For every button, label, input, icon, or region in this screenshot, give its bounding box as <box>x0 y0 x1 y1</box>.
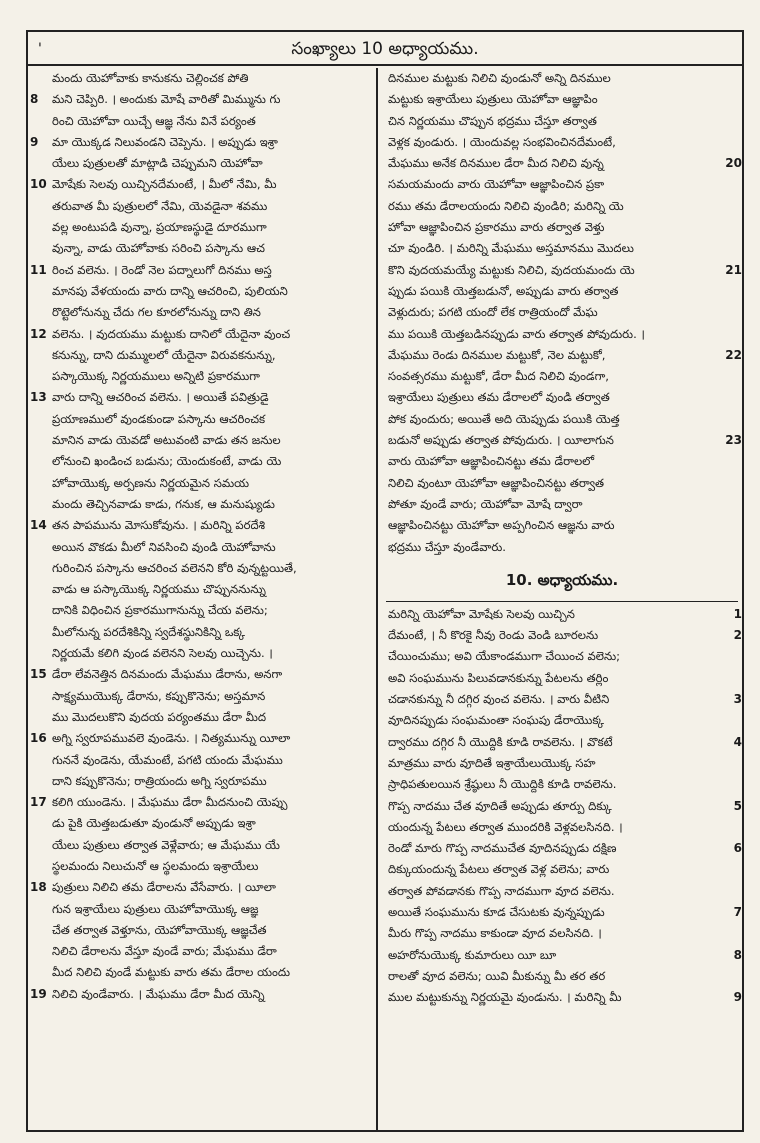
line-text: దాని కప్పుకొనెను; రాత్రియందు అగ్ని స్వరూపము <box>52 773 267 788</box>
line-text: నిలిచి వుండేవారు. । మేఘము డేరా మీద యెన్ని <box>52 986 265 1001</box>
line-text: సంవత్సరము మట్టుకో, డేరా మీద నిలిచి వుండగా, <box>388 369 609 384</box>
text-line <box>28 622 376 643</box>
line-text: దిక్కుయందున్న పేటలు తర్వాత వెళ్ల వలెను; వారు <box>388 862 610 877</box>
text-line <box>28 174 376 195</box>
line-text: అగ్ని స్వరూపమువలె వుండెను. । నిత్యమున్ను యీలా <box>52 731 291 746</box>
text-line <box>380 366 744 387</box>
verse-number: 8 <box>733 947 742 962</box>
line-text: చిన నిర్ణయము చొప్పున భద్రము చేస్తూ తర్వాత <box>388 113 597 128</box>
text-columns <box>28 68 742 1130</box>
line-text: వారు యెహోవా ఆజ్ఞాపించినట్టు తమ డేరాలలో <box>388 454 595 469</box>
left-column <box>28 68 378 1130</box>
text-line <box>28 835 376 856</box>
line-text: రాలతో వూద వలెను; యివి మీకున్ను మీ తర తర <box>388 968 606 983</box>
text-line <box>28 153 376 174</box>
line-text: రించ వలెను. । రెండో నెల పద్నాలుగో దినము అస్త <box>52 262 272 277</box>
line-text: చేయించుము; అవి యేకాండముగా చేయించ వలెను; <box>388 649 621 664</box>
line-text: మేఘము రెండు దినముల మట్టుకో, నెల మట్టుకో, <box>388 347 606 362</box>
line-text: ఆజ్ఞాపించినట్టు యెహోవా అప్పగించిన ఆజ్ఞను వారు <box>388 518 615 533</box>
line-text: మేఘము అనేక దినముల డేరా మీద నిలిచి వున్న <box>388 156 604 171</box>
text-line <box>380 838 744 859</box>
line-text: రెండో మారు గొప్ప నాదముచేత వూదినప్పుడు దక్షిణ <box>388 841 617 856</box>
text-line <box>380 302 744 323</box>
line-text: వున్నా, వాడు యెహోవాకు సరించి పస్కాను ఆచ <box>52 241 265 256</box>
verse-number: 21 <box>725 262 742 277</box>
verse-number: 8 <box>30 92 39 107</box>
text-line <box>28 473 376 494</box>
line-text: నిర్ణయమే కలిగి వుండ వలెనని సెలవు యిచ్చెను. । <box>52 646 273 661</box>
line-text: హోవాయొక్క అర్పణను నిర్ణయమైన సమయ <box>52 475 250 490</box>
verse-number: 20 <box>725 156 742 171</box>
verse-number: 14 <box>30 518 47 533</box>
text-line <box>380 153 744 174</box>
line-text: తర్వాత పోవడానకు గొప్ప నాదముగా వూద వలెను. <box>388 883 615 898</box>
line-text: కలిగి యుండెను. । మేఘము డేరా మీదనుంచి యెప్పు <box>52 795 288 810</box>
line-text: రించి యెహోవా యిచ్చే ఆజ్ఞ నేను వినే పర్యంత <box>52 113 256 128</box>
text-line <box>380 111 744 132</box>
line-text: పోతూ వుండే వారు; యెహోవా మోషే ద్వారా <box>388 496 583 511</box>
text-line <box>28 984 376 1005</box>
line-text: వలెను. । వుదయము మట్టుకు దానిలో యేదైనా వుంచ <box>52 326 291 341</box>
verse-number: 7 <box>733 904 742 919</box>
text-line <box>28 515 376 536</box>
text-line <box>28 899 376 920</box>
text-line <box>28 494 376 515</box>
line-text: దేమంటే, । నీ కొరకై నీవు రెండు వెండి బూరలను <box>388 628 599 643</box>
text-line <box>28 558 376 579</box>
line-text: సాక్ష్యముయొక్క డేరాను, కప్పుకొనెను; అస్తమాన <box>52 688 266 703</box>
text-line <box>28 707 376 728</box>
text-line <box>28 664 376 685</box>
line-text: వెళ్లక వుండురు. । యెందువల్ల సంభవించినదేమంటే, <box>388 134 616 149</box>
verse-number: 17 <box>30 795 47 810</box>
line-text: మా యొక్కడ నిలువండని చెప్పెను. । అప్పుడు ఇశ్రా <box>52 134 278 149</box>
line-text: డు పైకి యెత్తబడుతూ వుండునో అప్పుడు ఇశ్రా <box>52 816 256 831</box>
line-text: పోక వుందురు; అయితే అది యెప్పుడు పయికి యెత్త <box>388 411 620 426</box>
line-text: అయితే సంఘమును కూడ చేసుటకు వున్నప్పుడు <box>388 904 605 919</box>
line-text: ము పయికి యెత్తబడినప్పుడు వారు తర్వాత పోవుదురు. । <box>388 326 645 341</box>
line-text: చడానకున్ను నీ దగ్గిర వుంచ వలెను. । వారు వీటిని <box>388 692 610 707</box>
line-text: మీద నిలిచి వుండే మట్టుకు వారు తమ డేరాల యందు <box>52 965 291 980</box>
line-text: యేలు పుత్రులతో మాట్లాడి చెప్పుమని యెహోవా <box>52 156 263 171</box>
text-line <box>28 68 376 89</box>
right-column <box>380 68 744 1130</box>
text-line <box>28 238 376 259</box>
bible-page <box>26 30 744 1132</box>
line-text: బడునో అప్పుడు తర్వాత పోవుదురు. । యీలాగున <box>388 433 614 448</box>
text-line <box>380 966 744 987</box>
line-text: మీలోనున్న పరదేశికిన్ని స్వదేశస్థునికిన్ని ఒక్క <box>52 624 245 639</box>
text-line <box>380 174 744 195</box>
verse-number: 4 <box>733 734 742 749</box>
text-line <box>28 750 376 771</box>
text-line <box>380 817 744 838</box>
text-line <box>380 260 744 281</box>
verse-number: 15 <box>30 667 47 682</box>
text-line <box>28 430 376 451</box>
line-text: వారు దాన్ని ఆచరించ వలెను. । అయితే పవిత్రుడై <box>52 390 269 405</box>
text-line <box>28 686 376 707</box>
text-line <box>28 877 376 898</box>
line-text: భద్రము చేస్తూ వుండేవారు. <box>388 539 506 554</box>
text-line <box>28 111 376 132</box>
line-text: మని చెప్పిరి. । అందుకు మోషే వారితో మిమ్మును గు <box>52 92 281 107</box>
text-line <box>28 962 376 983</box>
line-text: గొప్ప నాదము చేత వూదితే అప్పుడు తూర్పు దిక్కు <box>388 798 612 813</box>
text-line <box>28 451 376 472</box>
text-line <box>28 537 376 558</box>
verse-number: 5 <box>733 798 742 813</box>
text-line <box>28 281 376 302</box>
line-text: గురించిన పస్కాను ఆచరించ వలెనని కోరి వున్నట్టయితే, <box>52 560 297 575</box>
line-text: వల్ల అంటుపడి వున్నా, ప్రయాణస్థుడై దూరముగా <box>52 220 267 235</box>
text-line <box>380 774 744 795</box>
line-text: రము తమ డేరాలయందు నిలిచి వుండిరి; మరిన్ని యె <box>388 198 624 213</box>
line-text: తన పాపమును మోసుకోవును. । మరిన్ని పరదేశి <box>52 518 266 533</box>
text-line <box>380 345 744 366</box>
verse-number: 3 <box>733 692 742 707</box>
text-line <box>28 409 376 430</box>
text-line <box>28 324 376 345</box>
verse-number: 2 <box>733 628 742 643</box>
line-text: మానపు వేళయందు వారు దాన్ని ఆచరించి, పులియని <box>52 283 288 298</box>
line-text: హోవా ఆజ్ఞాపించిన ప్రకారము వారు తర్వాత వెళ్తు <box>388 220 605 235</box>
text-line <box>380 625 744 646</box>
line-text: తరువాత మీ పుత్రులలో నేమి, యెవడైనా శవము <box>52 198 268 213</box>
line-text: కనున్ను, దాని దుమ్ములలో యేదైనా విరువకనున్ను, <box>52 347 276 362</box>
text-line <box>28 366 376 387</box>
verse-number: 1 <box>733 606 742 621</box>
line-text: లోనుంచి ఖండించ బడును; యెందుకంటే, వాడు యె <box>52 454 282 469</box>
text-line <box>380 689 744 710</box>
line-text: డేరా లేవనెత్తిన దినమందు మేఘము డేరాను, అనగా <box>52 667 283 682</box>
text-line <box>380 451 744 472</box>
text-line <box>28 579 376 600</box>
text-line <box>380 604 744 625</box>
text-line <box>380 515 744 536</box>
line-text: స్రాధిపతులయిన శ్రేష్ఠులు నీ యొద్దికి కూడి రావలెను. <box>388 777 617 792</box>
page-title: సంఖ్యాలు 10 అధ్యాయము. <box>291 39 479 59</box>
line-text: మీరు గొప్ప నాదము కాకుండా వూద వలసినది. । <box>388 926 602 941</box>
verse-number: 10 <box>30 177 47 192</box>
text-line <box>28 132 376 153</box>
line-text: యేలు పుత్రులు తర్వాత వెళ్లేవారు; ఆ మేఘము యే <box>52 837 280 852</box>
text-line <box>380 859 744 880</box>
line-text: అహరోనుయొక్క కుమారులు యీ బూ <box>388 947 557 962</box>
text-line <box>380 430 744 451</box>
text-line <box>380 945 744 966</box>
text-line <box>28 643 376 664</box>
text-line <box>380 409 744 430</box>
line-text: కొని వుదయమయ్యే మట్టుకు నిలిచి, వుదయమందు యె <box>388 262 635 277</box>
line-text: మందు యెహోవాకు కానుకను చెల్లించక పోతి <box>52 71 249 85</box>
line-text: నిలిచి వుంటూ యెహోవా ఆజ్ఞాపించినట్టు తర్వాత <box>388 475 605 490</box>
verse-number: 16 <box>30 731 47 746</box>
text-line <box>380 987 744 1008</box>
verse-number: 11 <box>30 262 47 277</box>
text-line <box>380 473 744 494</box>
line-text: ముల మట్టుకున్ను నిర్ణయమై వుండును. । మరిన్ని మీ <box>388 990 622 1005</box>
text-line <box>380 902 744 923</box>
text-line <box>28 813 376 834</box>
line-text: మరిన్ని యెహోవా మోషేకు సెలవు యిచ్చిన <box>388 606 575 621</box>
text-line <box>28 387 376 408</box>
line-text: మట్టుకు ఇశ్రాయేలు పుత్రులు యెహోవా ఆజ్ఞాపిం <box>388 92 598 107</box>
verse-number: 23 <box>725 433 742 448</box>
line-text: నిలిచి డేరాలను వేస్తూ వుండే వారు; మేఘము డేరా <box>52 944 277 959</box>
line-text: పుత్రులు నిలిచి తమ డేరాలను వేసేవారు. । యీలా <box>52 880 276 895</box>
text-line <box>28 89 376 110</box>
text-line <box>380 494 744 515</box>
verse-number: 9 <box>733 990 742 1005</box>
text-line <box>28 856 376 877</box>
line-text: ఇశ్రాయేలు పుత్రులు తమ డేరాలలో వుండి తర్వాత <box>388 390 610 405</box>
text-line <box>380 537 744 558</box>
line-text: సమయమందు వారు యెహోవా ఆజ్ఞాపించిన ప్రకా <box>388 177 605 192</box>
line-text: మందు తెచ్చినవాడు కాడు, గనుక, ఆ మనుష్యుడు <box>52 496 275 511</box>
line-text: రొట్టెలోనున్ను చేదు గల కూరలోనున్ను దాని తిన <box>52 305 261 320</box>
line-text: మానిన వాడు యెవడో అటువంటి వాడు తన జనుల <box>52 433 281 448</box>
text-line <box>28 600 376 621</box>
text-line <box>28 920 376 941</box>
text-line <box>28 260 376 281</box>
line-text: అయిన వొకడు మీలో నివసించి వుండి యెహోవాను <box>52 539 276 554</box>
right-column-bottom <box>380 604 744 1009</box>
verse-number: 6 <box>733 841 742 856</box>
text-line <box>380 881 744 902</box>
verse-number: 12 <box>30 326 47 341</box>
line-text: స్థలమందు నిలుచునో ఆ స్థలమందు ఇశ్రాయేలు <box>52 858 259 873</box>
text-line <box>380 753 744 774</box>
text-line <box>380 196 744 217</box>
verse-number: 13 <box>30 390 47 405</box>
line-text: దినముల మట్టుకు నిలిచి వుండునో అన్ని దినముల <box>388 71 611 85</box>
line-text: ప్రయాణములో వుండకుండా పస్కాను ఆచరించక <box>52 411 266 426</box>
text-line <box>28 792 376 813</box>
text-line <box>380 796 744 817</box>
line-text: మోషేకు సెలవు యిచ్చినదేమంటే, । మీలో నేమి, మీ <box>52 177 277 192</box>
text-line <box>28 196 376 217</box>
line-text: యందున్న పేటలు తర్వాత ముందరికి వెళ్లవలసినది. । <box>388 819 623 834</box>
text-line <box>28 302 376 323</box>
header-mark: ' <box>38 41 42 57</box>
line-text: పస్కాయొక్క నిర్ణయములు అన్నిటి ప్రకారముగా <box>52 369 260 384</box>
text-line <box>380 68 744 89</box>
line-text: వెళ్లుదురు; పగటి యందో లేక రాత్రియందో మేఘ <box>388 305 598 320</box>
text-line <box>28 728 376 749</box>
line-text: వాడు ఆ పస్కాయొక్క నిర్ణయము చొప్పుననున్ను <box>52 582 266 597</box>
page-header <box>28 32 742 66</box>
text-line <box>380 238 744 259</box>
line-text: అవి సంఘమును పిలువడానకున్ను పేటలను తర్లిం <box>388 670 609 685</box>
text-line <box>28 217 376 238</box>
text-line <box>380 732 744 753</box>
line-text: చూ వుండిరి. । మరిన్ని మేఘము అస్తమానము మొదలు <box>388 241 634 256</box>
line-text: ప్పుడు పయికి యెత్తబడునో, అప్పుడు వారు తర్వాత <box>388 283 619 298</box>
text-line <box>28 771 376 792</box>
text-line <box>28 345 376 366</box>
text-line <box>380 668 744 689</box>
text-line <box>380 646 744 667</box>
line-text: వూదినప్పుడు సంఘమంతా సంఘపు డేరాయొక్క <box>388 713 604 728</box>
text-line <box>380 132 744 153</box>
text-line <box>380 387 744 408</box>
text-line <box>380 923 744 944</box>
right-column-top <box>380 68 744 558</box>
line-text: గున ఇశ్రాయేలు పుత్రులు యెహోవాయొక్క ఆజ్ఞ <box>52 901 259 916</box>
line-text: దానికి విధించిన ప్రకారముగానున్ను చేయ వలెను; <box>52 603 268 618</box>
line-text: మాత్రము వారు వూదితే ఇశ్రాయేలుయొక్క సహ <box>388 755 596 770</box>
verse-number: 22 <box>725 347 742 362</box>
line-text: చేత తర్వాత వెళ్తూను, యెహోవాయొక్క ఆజ్ఞచేత <box>52 922 267 937</box>
text-line <box>380 324 744 345</box>
line-text: ద్వారము దగ్గిర నీ యొద్దికి కూడి రావలెను. । వొకటే <box>388 734 613 749</box>
line-text: గుననే వుండెను, యేమంటే, పగటి యందు మేఘము <box>52 752 283 767</box>
verse-number: 19 <box>30 986 47 1001</box>
verse-number: 9 <box>30 134 39 149</box>
line-text: ము మొదలుకొని వుదయ పర్యంతము డేరా మీద <box>52 709 267 724</box>
text-line <box>380 281 744 302</box>
chapter-heading: 10. అధ్యాయము. <box>386 558 738 602</box>
text-line <box>380 217 744 238</box>
text-line <box>380 89 744 110</box>
text-line <box>28 941 376 962</box>
text-line <box>380 710 744 731</box>
verse-number: 18 <box>30 880 47 895</box>
